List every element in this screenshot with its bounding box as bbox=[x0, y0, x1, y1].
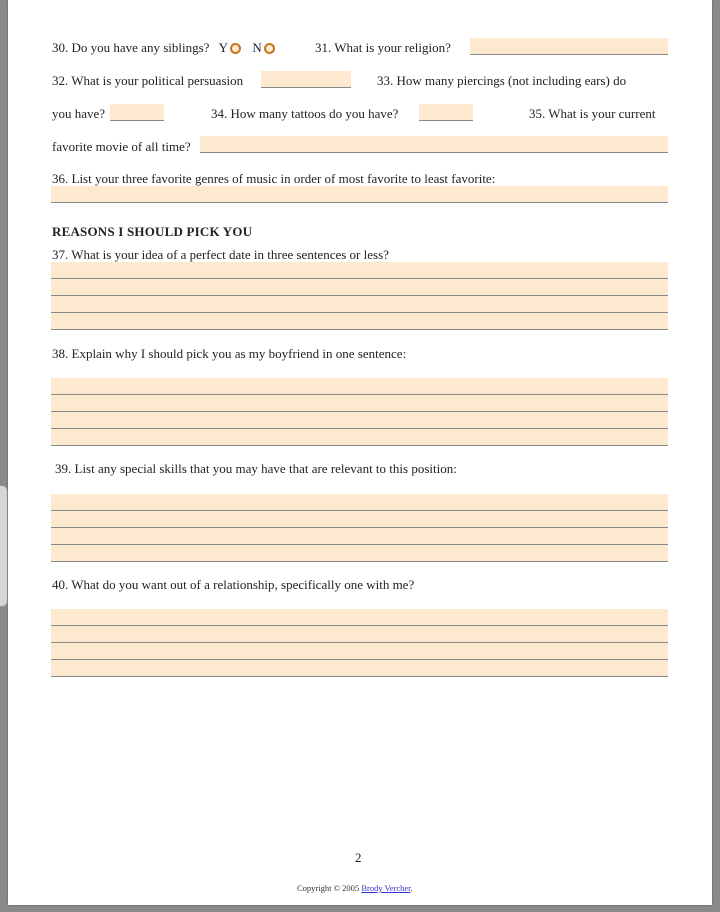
perfect-date-line-2[interactable] bbox=[51, 279, 668, 296]
question-32-label: 32. What is your political persuasion bbox=[52, 73, 244, 88]
yes-radio[interactable] bbox=[230, 43, 241, 54]
page-number: 2 bbox=[355, 850, 362, 865]
copyright-notice bbox=[297, 883, 413, 893]
pick-you-line-2[interactable] bbox=[51, 395, 668, 412]
no-label: N bbox=[252, 40, 262, 55]
relationship-line-2[interactable] bbox=[51, 626, 668, 643]
section-heading: REASONS I SHOULD PICK YOU bbox=[52, 224, 253, 239]
perfect-date-line-3[interactable] bbox=[51, 296, 668, 313]
question-35-continued: favorite movie of all time? bbox=[52, 139, 191, 154]
skills-line-2[interactable] bbox=[51, 511, 668, 528]
question-34-label: 34. How many tattoos do you have? bbox=[211, 106, 399, 121]
perfect-date-line-1[interactable] bbox=[51, 262, 668, 279]
pick-you-line-4[interactable] bbox=[51, 429, 668, 446]
piercings-field[interactable] bbox=[110, 104, 164, 121]
question-33-label: 33. How many piercings (not including ears) do bbox=[377, 73, 627, 88]
question-30-label: 30. Do you have any siblings? bbox=[52, 40, 210, 55]
relationship-line-1[interactable] bbox=[51, 609, 668, 626]
pick-you-line-1[interactable] bbox=[51, 378, 668, 395]
favorite-movie-field[interactable] bbox=[200, 136, 668, 153]
copyright-suffix: . bbox=[410, 883, 413, 893]
question-38-label: 38. Explain why I should pick you as my boyfriend in one sentence: bbox=[52, 346, 407, 361]
author-link[interactable]: Brody Vercher bbox=[361, 883, 411, 893]
political-persuasion-field[interactable] bbox=[261, 71, 351, 88]
question-30 bbox=[52, 40, 277, 56]
question-40-label: 40. What do you want out of a relationship, specifically one with me? bbox=[52, 577, 415, 592]
perfect-date-line-4[interactable] bbox=[51, 313, 668, 330]
skills-line-1[interactable] bbox=[51, 494, 668, 511]
document-page bbox=[8, 0, 712, 905]
question-31-label: 31. What is your religion? bbox=[315, 40, 451, 55]
relationship-line-4[interactable] bbox=[51, 660, 668, 677]
yes-label: Y bbox=[218, 40, 229, 55]
no-radio[interactable] bbox=[264, 43, 275, 54]
question-35-label: 35. What is your current bbox=[529, 106, 656, 121]
copyright-text: Copyright © 2005 bbox=[297, 883, 362, 893]
skills-line-3[interactable] bbox=[51, 528, 668, 545]
music-genres-field[interactable] bbox=[51, 186, 668, 203]
question-36-label: 36. List your three favorite genres of music in order of most favorite to least favorite: bbox=[52, 171, 496, 186]
tattoos-field[interactable] bbox=[419, 104, 473, 121]
pick-you-line-3[interactable] bbox=[51, 412, 668, 429]
relationship-line-3[interactable] bbox=[51, 643, 668, 660]
question-33-continued: you have? bbox=[52, 106, 106, 121]
question-37-label: 37. What is your idea of a perfect date in three sentences or less? bbox=[52, 247, 389, 262]
religion-field[interactable] bbox=[470, 38, 668, 55]
question-39-label: 39. List any special skills that you may have that are relevant to this position: bbox=[55, 461, 457, 476]
sidebar-resize-handle[interactable] bbox=[0, 485, 8, 607]
skills-line-4[interactable] bbox=[51, 545, 668, 562]
